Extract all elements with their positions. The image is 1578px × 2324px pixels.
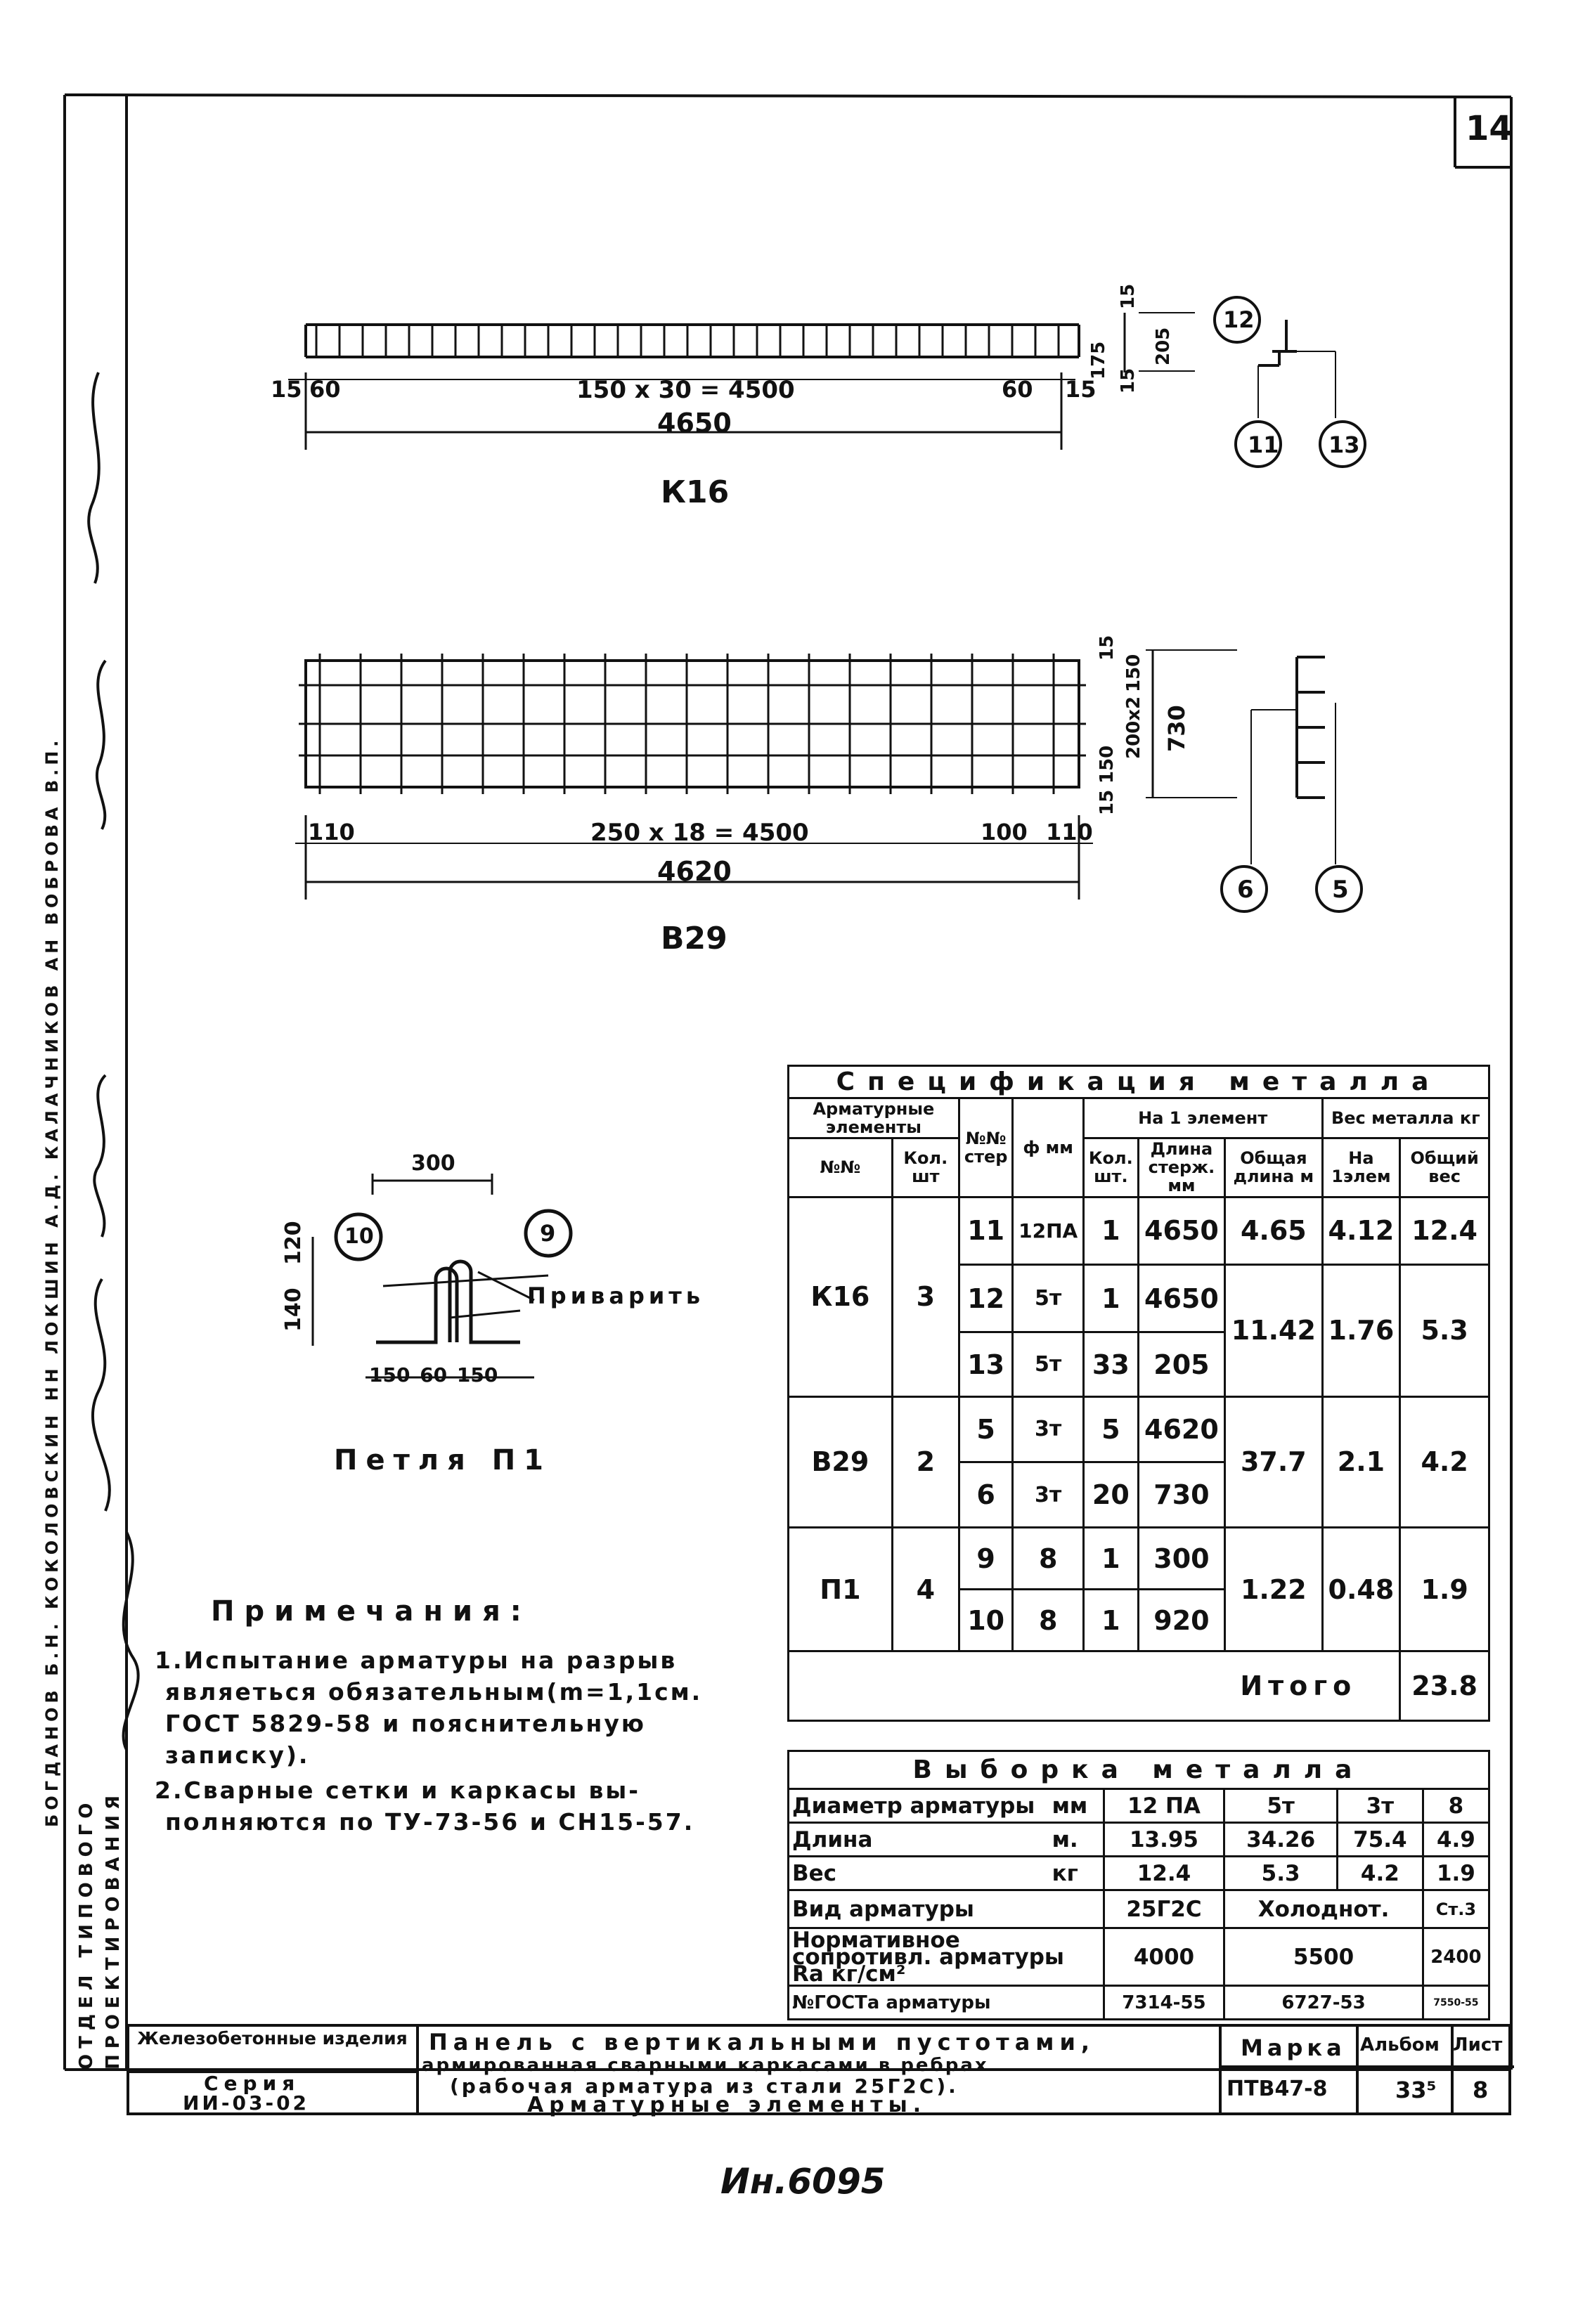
spec-h-total-len: Общая длина м	[1225, 1138, 1323, 1197]
table-cell: 2400	[1423, 1928, 1489, 1986]
b29-dim-right-b: 110	[1046, 819, 1093, 845]
table-cell: 1	[1083, 1265, 1138, 1332]
table-cell: 1	[1083, 1528, 1138, 1590]
table-cell: 4620	[1138, 1396, 1224, 1462]
k16-vdims-4	[1118, 302, 1139, 394]
tb-category: Железобетонные изделия	[137, 2028, 408, 2049]
table-cell: 4650	[1138, 1265, 1224, 1332]
table-cell: 5.3	[1224, 1857, 1338, 1890]
tb-mark-value: ПТВ47-8	[1227, 2077, 1328, 2101]
p1-dim-140: 140	[281, 1287, 306, 1332]
k16-dim-left-a: 15	[271, 376, 302, 403]
table-cell: 12ПА	[1013, 1197, 1083, 1264]
notes-title: Примечания:	[211, 1595, 531, 1628]
k16-dim-h-bot: 15	[1118, 368, 1139, 394]
vyborka-title: Выборка металла	[789, 1751, 1489, 1789]
spec-title: Спецификация металла	[789, 1066, 1489, 1098]
k16-vdims	[1088, 288, 1109, 379]
k16-dim-right-a: 60	[1002, 376, 1033, 403]
note-line: являеться обязательным(m=1,1см.	[165, 1678, 703, 1706]
tb-divider	[1356, 2027, 1359, 2112]
table-cell: 4.2	[1337, 1857, 1423, 1890]
p1-dim-bottom: 150 60 150	[369, 1363, 498, 1387]
p1-dim-top: 300	[411, 1151, 455, 1176]
k16-dim-h-top: 15	[1118, 283, 1139, 309]
spec-h-wtot: Общий вес	[1400, 1138, 1489, 1197]
table-cell: 13	[959, 1332, 1013, 1396]
table-cell: 5.3	[1400, 1265, 1489, 1397]
table-cell: 4000	[1104, 1928, 1224, 1986]
table-cell: 11.42	[1225, 1265, 1323, 1397]
k16-dim-left-b: 60	[309, 376, 341, 403]
k16-pos-c: 13	[1328, 431, 1360, 458]
table-cell: 2.1	[1322, 1396, 1400, 1528]
b29-vd5	[1097, 731, 1118, 815]
table-cell: 8	[1423, 1789, 1489, 1823]
b29-mesh-drawing	[295, 650, 1362, 911]
table-cell: 25Г2С	[1104, 1890, 1224, 1928]
table-cell: 0.48	[1322, 1528, 1400, 1651]
table-cell: Холоднот.	[1224, 1890, 1423, 1928]
table-cell: 1.22	[1225, 1528, 1323, 1651]
tb-sheet-value: 8	[1473, 2077, 1489, 2103]
table-cell: 8	[1013, 1590, 1083, 1651]
note-line: ГОСТ 5829-58 и пояснительную	[165, 1710, 646, 1737]
table-cell: 5500	[1224, 1928, 1423, 1986]
vyb-r3-unit: кг	[1049, 1857, 1104, 1890]
tb-desc-4: Арматурные элементы.	[527, 2093, 927, 2117]
k16-dim-total: 4650	[657, 408, 732, 439]
table-cell: 6727-53	[1224, 1986, 1423, 2020]
table-cell: 730	[1138, 1462, 1224, 1527]
table-cell: 2	[892, 1396, 959, 1528]
note-line: 2.Сварные сетки и каркасы вы-	[155, 1777, 640, 1804]
table-cell: 3т	[1013, 1396, 1083, 1462]
b29-dim-right-a: 100	[981, 819, 1028, 845]
k16-dim-mid: 150 х 30 = 4500	[576, 376, 795, 404]
vyb-r1-unit: мм	[1049, 1789, 1104, 1823]
table-cell: 9	[959, 1528, 1013, 1590]
inventory-number: Ин.6095	[720, 2161, 886, 2202]
table-cell: 920	[1138, 1590, 1224, 1651]
vyborka-table	[787, 1750, 1490, 2020]
b29-dim-total: 4620	[657, 856, 732, 887]
b29-vd3	[1123, 661, 1144, 759]
table-cell: 75.4	[1337, 1823, 1423, 1857]
p1-pos-b: 9	[540, 1220, 556, 1247]
spec-h-weight: Вес металла кг	[1322, 1098, 1489, 1138]
vyb-r4-label: Вид арматуры	[789, 1890, 1104, 1928]
tb-series-value: ИИ-03-02	[183, 2091, 310, 2115]
tb-desc-3: (рабочая арматура из стали 25Г2С).	[450, 2075, 959, 2098]
tb-hdivider	[1219, 2065, 1514, 2068]
spec-h-per-elem: На 1 элемент	[1083, 1098, 1322, 1138]
tb-divider	[416, 2027, 419, 2112]
table-cell: 3т	[1013, 1462, 1083, 1527]
k16-vdims-2	[1118, 218, 1139, 309]
tb-album-value: 33⁵	[1395, 2077, 1437, 2103]
table-cell: 3	[892, 1197, 959, 1396]
table-cell: 10	[959, 1590, 1013, 1651]
spec-h-dia: ф мм	[1013, 1098, 1083, 1197]
b29-vd1	[1097, 576, 1118, 661]
b29-vd6	[1163, 668, 1190, 752]
table-cell: 20	[1083, 1462, 1138, 1527]
table-cell: 4	[892, 1528, 959, 1651]
table-cell: 8	[1013, 1528, 1083, 1590]
spec-h-len: Длина стерж. мм	[1138, 1138, 1224, 1197]
table-cell: Ст.3	[1423, 1890, 1489, 1928]
spec-total-label: Итого	[789, 1651, 1400, 1721]
table-cell: 1	[1083, 1197, 1138, 1264]
table-cell: 12.4	[1400, 1197, 1489, 1264]
table-cell: 4.12	[1322, 1197, 1400, 1264]
table-cell: 3т	[1337, 1789, 1423, 1823]
table-cell: 5т	[1224, 1789, 1338, 1823]
b29-dim-h-150b: 150	[1097, 745, 1118, 784]
spec-h-qty: Кол. шт	[892, 1138, 959, 1197]
b29-dim-mid: 250 х 18 = 4500	[590, 819, 809, 847]
spec-h-cnt: Кол. шт.	[1083, 1138, 1138, 1197]
note-line: полняются по ТУ-73-56 и СН15-57.	[165, 1808, 695, 1836]
table-cell: 4650	[1138, 1197, 1224, 1264]
side-stamp-dept-2: ПРОЕКТИРОВАНИЯ	[103, 1789, 124, 2070]
p1-pos-a: 10	[344, 1224, 374, 1249]
tb-sheet-label: Лист	[1453, 2034, 1503, 2056]
k16-dim-h-total: 175	[1088, 341, 1109, 379]
spec-h-pos: №№ стер	[959, 1098, 1013, 1197]
p1-caption: Петля П1	[334, 1444, 552, 1476]
b29-pos-a: 6	[1237, 876, 1254, 904]
b29-pos-b: 5	[1332, 876, 1349, 904]
spec-h-mark: №№	[789, 1138, 893, 1197]
table-cell: 205	[1138, 1332, 1224, 1396]
table-cell: 4.9	[1423, 1823, 1489, 1857]
p1-loop-drawing	[313, 1174, 571, 1377]
table-cell: 5	[1083, 1396, 1138, 1462]
side-stamp	[76, 1367, 97, 2070]
b29-dim-left: 110	[308, 819, 355, 845]
table-cell: 5т	[1013, 1265, 1083, 1332]
table-cell: В29	[789, 1396, 893, 1528]
table-cell: 1	[1083, 1590, 1138, 1651]
sheet-number: 14	[1466, 109, 1513, 148]
table-cell: 12	[959, 1265, 1013, 1332]
k16-pos-a: 12	[1223, 306, 1255, 333]
k16-mark: К16	[661, 474, 730, 510]
table-cell: 6	[959, 1462, 1013, 1527]
k16-dim-h-mid: 205	[1153, 327, 1174, 365]
vyb-r3-label: Вес	[789, 1857, 1049, 1890]
k16-pos-b: 11	[1248, 431, 1279, 458]
note-line: 1.Испытание арматуры на разрыв	[155, 1647, 678, 1674]
table-cell: П1	[789, 1528, 893, 1651]
table-cell: 1.9	[1423, 1857, 1489, 1890]
table-cell: 34.26	[1224, 1823, 1338, 1857]
side-stamp-names-wrap	[42, 492, 62, 1827]
tb-mark-label: Марка	[1241, 2034, 1346, 2061]
table-cell: 7314-55	[1104, 1986, 1224, 2020]
side-stamp-dept-1: ОТДЕЛ ТИПОВОГО	[76, 1797, 97, 2070]
p1-vd1	[281, 1195, 306, 1265]
b29-dim-h-mid: 200х2	[1123, 696, 1144, 759]
b29-mark: В29	[661, 921, 727, 956]
table-cell: 37.7	[1225, 1396, 1323, 1528]
table-cell: 7550-55	[1423, 1986, 1489, 2020]
b29-dim-h-bot: 15	[1097, 789, 1118, 815]
table-cell: 12 ПА	[1104, 1789, 1224, 1823]
table-cell: 5	[959, 1396, 1013, 1462]
tb-desc-1: Панель с вертикальными пустотами,	[429, 2029, 1096, 2056]
b29-dim-h-total: 730	[1163, 705, 1190, 752]
k16-dim-right-b: 15	[1065, 376, 1097, 403]
b29-dim-h-150a: 150	[1123, 654, 1144, 692]
table-cell: 11	[959, 1197, 1013, 1264]
vyb-r2-unit: м.	[1049, 1823, 1104, 1857]
vyb-r6-label: №ГОСТа арматуры	[789, 1986, 1104, 2020]
table-cell: 13.95	[1104, 1823, 1224, 1857]
table-cell: 1.9	[1400, 1528, 1489, 1651]
vyb-r5-label: Нормативное сопротивл. арматуры Rа кг/см²	[789, 1928, 1104, 1986]
table-cell: 5т	[1013, 1332, 1083, 1396]
k16-vdims-3	[1153, 274, 1174, 365]
table-cell: 1.76	[1322, 1265, 1400, 1397]
vyb-r1-label: Диаметр арматуры	[789, 1789, 1049, 1823]
spec-table	[787, 1065, 1490, 1722]
spec-total-value: 23.8	[1400, 1651, 1489, 1721]
table-cell: 4.65	[1225, 1197, 1323, 1264]
table-cell: 4.2	[1400, 1396, 1489, 1528]
vyb-r2-label: Длина	[789, 1823, 1049, 1857]
note-line: записку).	[165, 1741, 310, 1769]
side-stamp-2	[103, 1367, 124, 2070]
b29-dim-h-top: 15	[1097, 635, 1118, 661]
spec-h-elements: Арматурные элементы	[789, 1098, 959, 1138]
k16-frame-drawing	[288, 297, 1365, 467]
table-cell: 300	[1138, 1528, 1224, 1590]
tb-series-label: Серия	[204, 2072, 301, 2095]
p1-vd2	[281, 1261, 306, 1332]
spec-h-w1: На 1элем	[1322, 1138, 1400, 1197]
p1-dim-120: 120	[281, 1221, 306, 1265]
tb-divider	[1219, 2027, 1222, 2112]
table-cell: К16	[789, 1197, 893, 1396]
table-cell: 12.4	[1104, 1857, 1224, 1890]
tb-desc-2: армированная сварными каркасами в ребрах	[422, 2055, 989, 2076]
p1-weld-label: Приварить	[527, 1283, 705, 1309]
table-cell: 33	[1083, 1332, 1138, 1396]
side-stamp-names: БОГДАНОВ Б.Н. КОКОЛОВСКИН НН ЛОКШИН А.Д. КАЛАЧНИКОВ АН ВОБРОВА В.П.	[42, 736, 62, 1827]
tb-album-label: Альбом	[1360, 2034, 1440, 2056]
